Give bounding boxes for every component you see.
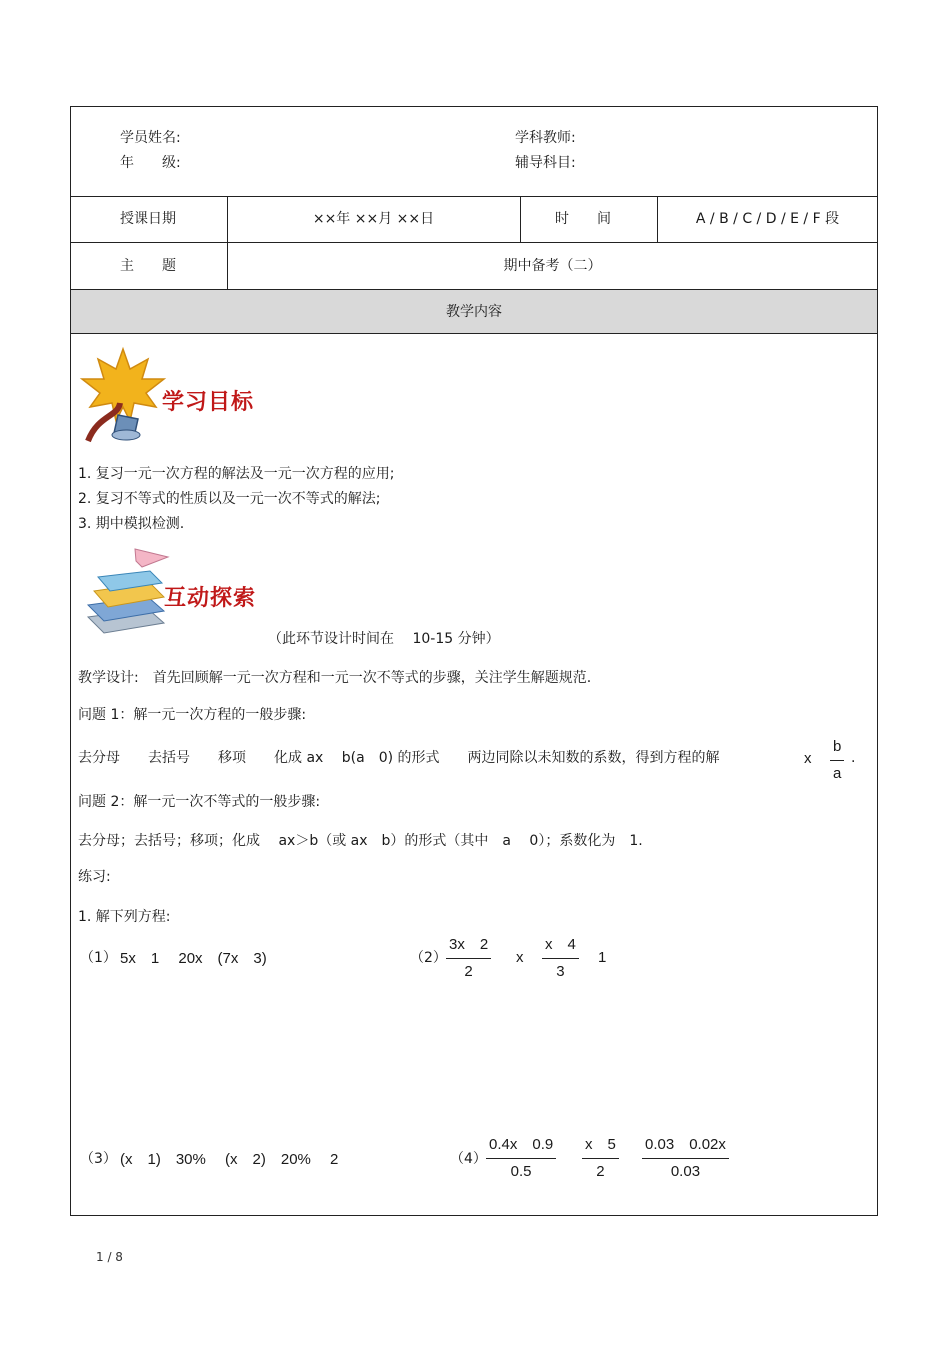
list-item: 1. 复习一元一次方程的解法及一元一次方程的应用;: [78, 466, 395, 482]
subject-label: 辅导科目:: [515, 155, 576, 171]
divider: [520, 196, 521, 242]
exercise-title: 1. 解下列方程:: [78, 909, 171, 925]
time-label: 时 间: [555, 211, 611, 227]
problem-1-label: （1）: [80, 950, 117, 966]
divider: [70, 333, 878, 334]
problem-4-fraction-2: [582, 1134, 619, 1183]
fraction-bar: [486, 1158, 556, 1159]
explore-badge-text: 互动探索: [164, 586, 257, 611]
grade-label: 年 级:: [120, 155, 181, 171]
fraction-numerator: b: [833, 738, 842, 755]
problem-2-label: （2）: [410, 950, 447, 966]
time-value: A / B / C / D / E / F 段: [695, 211, 840, 227]
objectives-badge-text: 学习目标: [162, 390, 255, 415]
divider: [70, 196, 878, 197]
fraction-bar: [582, 1158, 619, 1159]
fraction-denominator: 2: [464, 963, 473, 980]
problem-4-label: （4）: [450, 1151, 487, 1167]
q1-title: 问题 1：解一元一次方程的一般步骤:: [78, 707, 307, 723]
q1-fraction: [830, 736, 844, 785]
list-item: 3. 期中模拟检测.: [78, 516, 185, 532]
problem-2-tail: 1: [598, 949, 607, 966]
q2-title: 问题 2：解一元一次不等式的一般步骤:: [78, 794, 321, 810]
fraction-denominator: a: [833, 765, 842, 782]
teacher-label: 学科教师:: [515, 130, 576, 146]
fraction-denominator: 0.03: [670, 1163, 701, 1180]
problem-3-expr: (x 1) 30% (x 2) 20% 2: [120, 1151, 339, 1168]
fraction-numerator: 0.03 0.02x: [645, 1136, 726, 1153]
divider: [70, 289, 878, 290]
q1-period: .: [851, 750, 856, 766]
q1-steps: 去分母 去括号 移项 化成 ax b(a 0) 的形式 两边同除以未知数的系数，得到方程的解: [78, 750, 720, 766]
page-indicator: 1 / 8: [96, 1250, 123, 1264]
fraction-bar: [542, 958, 579, 959]
problem-2-fraction-1: [446, 934, 491, 983]
fraction-bar: [830, 760, 844, 761]
fraction-bar: [446, 958, 491, 959]
date-value: ××年 ××月 ××日: [312, 211, 435, 227]
design-text: 教学设计: 首先回顾解一元一次方程和一元一次不等式的步骤，关注学生解题规范.: [78, 670, 592, 686]
content-header: 教学内容: [446, 304, 502, 320]
duration-note: （此环节设计时间在 10-15 分钟）: [268, 631, 500, 647]
q2-steps: 去分母；去括号；移项；化成 ax＞b（或 ax b）的形式（其中 a 0）；系数化为 1.: [78, 833, 643, 849]
problem-3-label: （3）: [80, 1151, 117, 1167]
problem-2-mid: x: [516, 949, 524, 966]
fraction-denominator: 2: [596, 1163, 605, 1180]
problem-1-expr: 5x 1 20x (7x 3): [120, 950, 267, 967]
student-name-label: 学员姓名:: [120, 130, 181, 146]
maple-leaf-bell-icon: [78, 345, 168, 445]
date-label: 授课日期: [120, 211, 176, 227]
q1-x: x: [804, 750, 812, 767]
problem-4-fraction-3: [642, 1134, 729, 1183]
fraction-numerator: x 5: [585, 1136, 616, 1153]
problem-4-fraction-1: [486, 1134, 556, 1183]
explore-badge: [80, 545, 270, 645]
practice-label: 练习:: [78, 869, 111, 885]
list-item: 2. 复习不等式的性质以及一元一次不等式的解法;: [78, 491, 381, 507]
fraction-bar: [642, 1158, 729, 1159]
divider: [70, 242, 878, 243]
fraction-numerator: 3x 2: [449, 936, 489, 953]
fraction-denominator: 3: [556, 963, 565, 980]
topic-label: 主 题: [120, 258, 176, 274]
objectives-badge: [78, 345, 268, 445]
problem-2-fraction-2: [542, 934, 579, 983]
fraction-denominator: 0.5: [510, 1163, 532, 1180]
topic-value: 期中备考（二）: [503, 258, 602, 274]
books-icon: [80, 545, 170, 643]
fraction-numerator: x 4: [545, 936, 576, 953]
fraction-numerator: 0.4x 0.9: [489, 1136, 554, 1153]
